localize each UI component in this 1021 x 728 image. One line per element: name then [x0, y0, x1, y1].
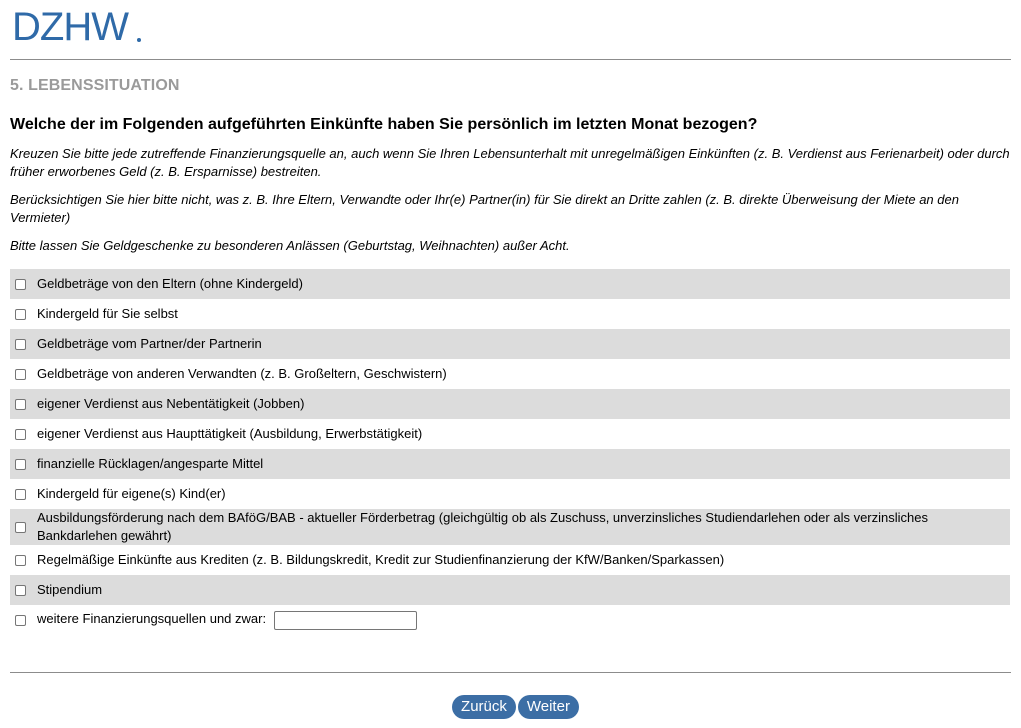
option-checkbox[interactable]	[15, 429, 26, 440]
option-row[interactable]	[10, 389, 1010, 419]
option-row[interactable]	[10, 605, 1010, 635]
option-label: Kindergeld für eigene(s) Kind(er)	[37, 486, 226, 501]
option-checkbox[interactable]	[15, 585, 26, 596]
option-checkbox[interactable]	[15, 615, 26, 626]
option-row[interactable]	[10, 419, 1010, 449]
option-row[interactable]	[10, 329, 1010, 359]
option-row[interactable]	[10, 269, 1010, 299]
option-label: Geldbeträge vom Partner/der Partnerin	[37, 336, 262, 351]
option-other-text: weitere Finanzierungsquellen und zwar:	[37, 611, 267, 627]
option-checkbox[interactable]	[15, 339, 26, 350]
option-checkbox[interactable]	[15, 459, 26, 470]
option-checkbox[interactable]	[15, 399, 26, 410]
option-label: Ausbildungsförderung nach dem BAföG/BAB - aktueller Förderbetrag (gleichgültig ob als Zuschuss, unverzinsliches Studiendarlehen oder als verzinsliches Bankdarlehen gewährt)	[37, 510, 928, 543]
instruction-2: Berücksichtigen Sie hier bitte nicht, was z. B. Ihre Eltern, Verwandte oder Ihr(e) Partner(in) für Sie direkt an Dritte zahlen (z. B. direkte Überweisung der Miete an den Vermieter)	[10, 192, 959, 225]
option-row[interactable]	[10, 449, 1010, 479]
question-text: Welche der im Folgenden aufgeführten Einkünfte haben Sie persönlich im letzten Monat bezogen?	[10, 116, 758, 133]
dzhw-logo-text: DZHW	[12, 6, 128, 46]
option-checkbox[interactable]	[15, 489, 26, 500]
income-options-list	[10, 269, 1010, 635]
option-row[interactable]	[10, 299, 1010, 329]
option-checkbox[interactable]	[15, 309, 26, 320]
option-label: Stipendium	[37, 582, 103, 597]
option-row[interactable]	[10, 509, 1010, 545]
dzhw-logo-mark	[12, 6, 142, 46]
option-row[interactable]	[10, 545, 1010, 575]
option-label: finanzielle Rücklagen/angesparte Mittel	[37, 456, 264, 471]
option-checkbox[interactable]	[15, 369, 26, 380]
option-row[interactable]	[10, 359, 1010, 389]
option-label-other	[37, 610, 1010, 629]
option-row[interactable]	[10, 479, 1010, 509]
option-label: Kindergeld für Sie selbst	[37, 306, 178, 321]
instruction-3: Bitte lassen Sie Geldgeschenke zu besonderen Anlässen (Geburtstag, Weihnachten) außer Acht.	[10, 238, 570, 253]
option-label: eigener Verdienst aus Haupttätigkeit (Ausbildung, Erwerbstätigkeit)	[37, 426, 423, 441]
navigation-bar	[0, 695, 1021, 719]
option-label: Geldbeträge von anderen Verwandten (z. B. Großeltern, Geschwistern)	[37, 366, 447, 381]
option-row[interactable]	[10, 575, 1010, 605]
other-sources-input[interactable]	[274, 611, 417, 630]
option-checkbox[interactable]	[15, 522, 26, 533]
option-label: Geldbeträge von den Eltern (ohne Kindergeld)	[37, 276, 303, 291]
section-title: 5. LEBENSSITUATION	[10, 77, 180, 94]
option-checkbox[interactable]	[15, 279, 26, 290]
back-button[interactable]: Zurück	[452, 695, 516, 719]
option-checkbox[interactable]	[15, 555, 26, 566]
top-divider	[10, 59, 1011, 60]
dzhw-logo	[12, 6, 142, 46]
bottom-divider	[10, 672, 1011, 673]
next-button[interactable]: Weiter	[518, 695, 579, 719]
instruction-1: Kreuzen Sie bitte jede zutreffende Finanzierungsquelle an, auch wenn Sie Ihren Lebensunterhalt mit unregelmäßigen Einkünften (z. B. Verdienst aus Ferienarbeit) oder durch früher erworbenes Geld (z. B. Ersparnisse) bestreiten.	[10, 146, 1010, 179]
option-label: eigener Verdienst aus Nebentätigkeit (Jobben)	[37, 396, 305, 411]
option-label: Regelmäßige Einkünfte aus Krediten (z. B. Bildungskredit, Kredit zur Studienfinanzierung der KfW/Banken/Sparkassen)	[37, 552, 725, 567]
